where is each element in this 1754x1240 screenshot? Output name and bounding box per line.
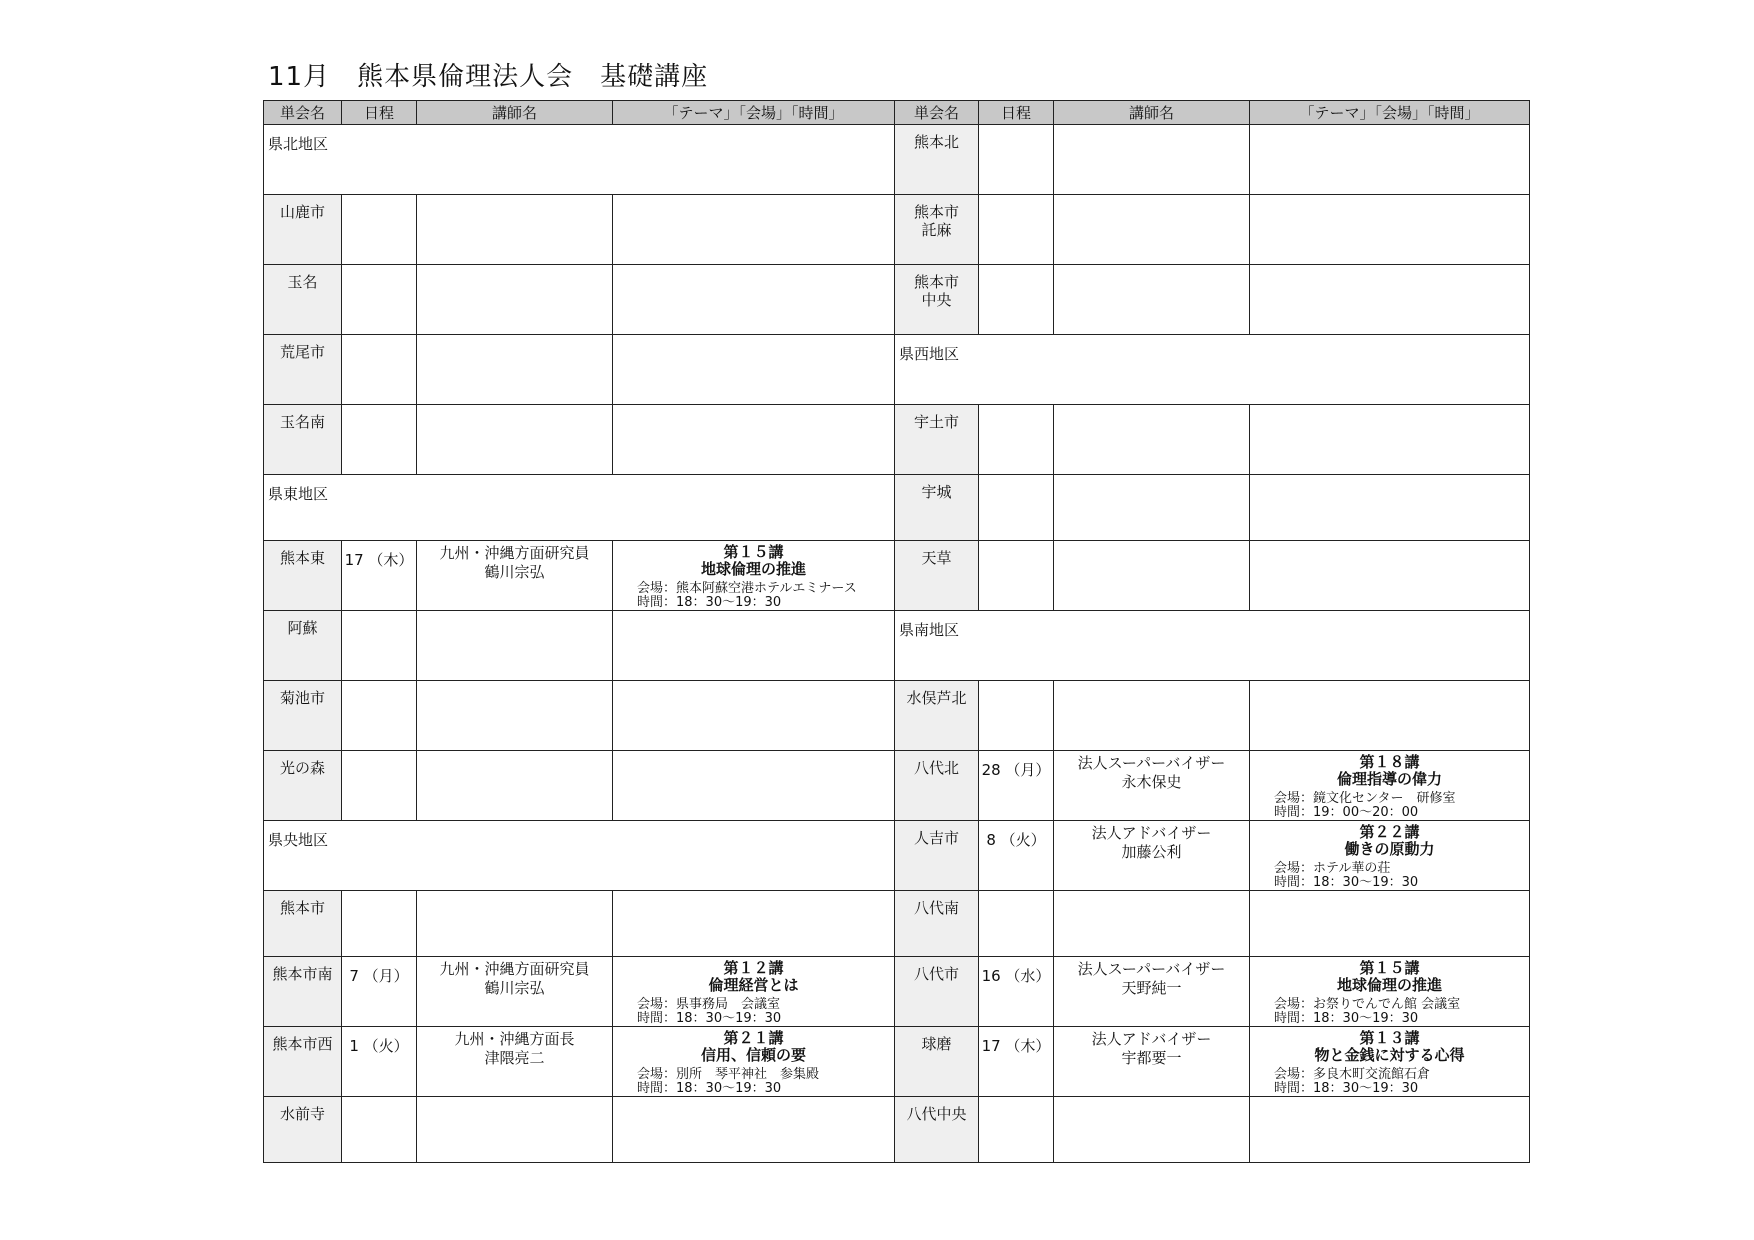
time: 時間：18：30〜19：30 bbox=[637, 1081, 782, 1096]
venue: 会場：お祭りでんでん館 会議室 bbox=[1274, 997, 1461, 1012]
theme-cell bbox=[613, 541, 895, 611]
lecture-title: 倫理経営とは bbox=[708, 976, 799, 994]
lecturer-title: 九州・沖縄方面研究員 bbox=[439, 960, 590, 978]
venue: 会場：熊本阿蘇空港ホテルエミナース bbox=[637, 581, 857, 596]
lecture-number: 第１８講 bbox=[1359, 753, 1420, 771]
branch-name: 玉名南 bbox=[264, 405, 342, 475]
theme-cell bbox=[1250, 1027, 1530, 1097]
branch-name: 水俣芦北 bbox=[895, 681, 979, 751]
lecture-title: 地球倫理の推進 bbox=[700, 560, 806, 578]
venue: 会場：別所 琴平神社 参集殿 bbox=[637, 1067, 820, 1082]
schedule-date: 28 （月） bbox=[979, 751, 1054, 821]
area-header: 県央地区 bbox=[264, 821, 895, 891]
theme-cell bbox=[1250, 821, 1530, 891]
lecturer-title: 法人スーパーバイザー bbox=[1077, 960, 1226, 978]
lecturer-name: 宇都要一 bbox=[1121, 1049, 1182, 1067]
table-row bbox=[264, 335, 1530, 405]
area-header: 県西地区 bbox=[895, 335, 1530, 405]
schedule-date: 8 （火） bbox=[979, 821, 1054, 891]
venue: 会場：多良木町交流館石倉 bbox=[1274, 1067, 1431, 1082]
time: 時間：18：30〜19：30 bbox=[1274, 1081, 1419, 1096]
branch-name: 八代市 bbox=[895, 957, 979, 1027]
branch-name: 八代中央 bbox=[895, 1097, 979, 1163]
time: 時間：18：30〜19：30 bbox=[637, 595, 782, 610]
branch-name-line: 託麻 bbox=[921, 221, 952, 239]
lecture-number: 第１２講 bbox=[723, 959, 784, 977]
col-header-lecturer: 講師名 bbox=[417, 101, 613, 125]
lecture-number: 第１５講 bbox=[1359, 959, 1420, 977]
lecturer-title: 法人スーパーバイザー bbox=[1077, 754, 1226, 772]
time: 時間：19：00〜20：00 bbox=[1274, 805, 1419, 820]
schedule-date: 17 （木） bbox=[342, 541, 417, 611]
branch-name-line: 中央 bbox=[921, 291, 952, 309]
lecturer-title: 九州・沖縄方面長 bbox=[454, 1030, 575, 1048]
branch-name: 山鹿市 bbox=[264, 195, 342, 265]
col-header-date: 日程 bbox=[979, 101, 1054, 125]
schedule-table bbox=[263, 100, 1530, 1163]
lecturer-name: 加藤公利 bbox=[1121, 843, 1182, 861]
lecturer-name: 永木保史 bbox=[1121, 773, 1182, 791]
col-header-name: 単会名 bbox=[264, 101, 342, 125]
branch-name: 玉名 bbox=[264, 265, 342, 335]
lecturer-cell bbox=[1054, 1027, 1250, 1097]
lecture-title: 倫理指導の偉力 bbox=[1336, 770, 1442, 788]
table-row bbox=[264, 957, 1530, 1027]
table-row bbox=[264, 681, 1530, 751]
lecture-title: 働きの原動力 bbox=[1344, 840, 1435, 858]
lecture-number: 第２２講 bbox=[1359, 823, 1420, 841]
header-row bbox=[264, 101, 1530, 125]
branch-name: 熊本市 bbox=[264, 891, 342, 957]
lecturer-cell bbox=[1054, 751, 1250, 821]
theme-cell bbox=[613, 957, 895, 1027]
table-row bbox=[264, 265, 1530, 335]
branch-name-line: 熊本市 bbox=[913, 203, 959, 221]
table-row bbox=[264, 1027, 1530, 1097]
time: 時間：18：30〜19：30 bbox=[637, 1011, 782, 1026]
lecture-title: 信用、信頼の要 bbox=[700, 1046, 806, 1064]
lecturer-name: 鶴川宗弘 bbox=[484, 979, 545, 997]
area-header: 県東地区 bbox=[264, 475, 895, 541]
table-row bbox=[264, 475, 1530, 541]
table-row bbox=[264, 611, 1530, 681]
branch-name: 熊本市南 bbox=[264, 957, 342, 1027]
branch-name: 熊本北 bbox=[895, 125, 979, 195]
time: 時間：18：30〜19：30 bbox=[1274, 875, 1419, 890]
col-header-lecturer: 講師名 bbox=[1054, 101, 1250, 125]
theme-cell bbox=[1250, 957, 1530, 1027]
branch-name: 天草 bbox=[895, 541, 979, 611]
theme-cell bbox=[613, 1027, 895, 1097]
branch-name: 八代北 bbox=[895, 751, 979, 821]
page-title: 11月 熊本県倫理法人会 基礎講座 bbox=[268, 62, 709, 92]
branch-name: 熊本東 bbox=[264, 541, 342, 611]
area-header: 県南地区 bbox=[895, 611, 1530, 681]
branch-name: 阿蘇 bbox=[264, 611, 342, 681]
branch-name: 光の森 bbox=[264, 751, 342, 821]
area-header: 県北地区 bbox=[264, 125, 895, 195]
table-row bbox=[264, 821, 1530, 891]
col-header-theme: 「テーマ」「会場」「時間」 bbox=[613, 101, 895, 125]
venue: 会場：県事務局 会議室 bbox=[637, 997, 781, 1012]
branch-name: 荒尾市 bbox=[264, 335, 342, 405]
schedule-date: 7 （月） bbox=[342, 957, 417, 1027]
lecturer-name: 天野純一 bbox=[1121, 979, 1182, 997]
lecture-number: 第１５講 bbox=[723, 543, 784, 561]
branch-name: 熊本市西 bbox=[264, 1027, 342, 1097]
branch-name bbox=[895, 195, 979, 265]
lecture-title: 物と金銭に対する心得 bbox=[1314, 1046, 1465, 1064]
lecturer-title: 法人アドバイザー bbox=[1091, 824, 1212, 842]
col-header-theme: 「テーマ」「会場」「時間」 bbox=[1250, 101, 1530, 125]
lecturer-cell bbox=[1054, 821, 1250, 891]
branch-name: 球磨 bbox=[895, 1027, 979, 1097]
lecture-number: 第１３講 bbox=[1359, 1029, 1420, 1047]
lecturer-name: 津隈亮二 bbox=[484, 1049, 545, 1067]
lecturer-name: 鶴川宗弘 bbox=[484, 563, 545, 581]
schedule-date: 16 （水） bbox=[979, 957, 1054, 1027]
table-row bbox=[264, 891, 1530, 957]
table-row bbox=[264, 125, 1530, 195]
col-header-date: 日程 bbox=[342, 101, 417, 125]
schedule-date: 17 （木） bbox=[979, 1027, 1054, 1097]
lecture-number: 第２１講 bbox=[723, 1029, 784, 1047]
table-row bbox=[264, 1097, 1530, 1163]
branch-name: 人吉市 bbox=[895, 821, 979, 891]
lecture-title: 地球倫理の推進 bbox=[1336, 976, 1442, 994]
schedule-date: 1 （火） bbox=[342, 1027, 417, 1097]
table-row bbox=[264, 195, 1530, 265]
branch-name: 宇城 bbox=[895, 475, 979, 541]
venue: 会場：ホテル華の荘 bbox=[1274, 861, 1391, 876]
lecturer-cell bbox=[417, 541, 613, 611]
table-row bbox=[264, 751, 1530, 821]
lecturer-title: 法人アドバイザー bbox=[1091, 1030, 1212, 1048]
theme-cell bbox=[1250, 751, 1530, 821]
table-row bbox=[264, 405, 1530, 475]
branch-name: 八代南 bbox=[895, 891, 979, 957]
time: 時間：18：30〜19：30 bbox=[1274, 1011, 1419, 1026]
branch-name-line: 熊本市 bbox=[913, 273, 959, 291]
branch-name: 水前寺 bbox=[264, 1097, 342, 1163]
branch-name: 菊池市 bbox=[264, 681, 342, 751]
lecturer-title: 九州・沖縄方面研究員 bbox=[439, 544, 590, 562]
branch-name: 宇土市 bbox=[895, 405, 979, 475]
lecturer-cell bbox=[417, 957, 613, 1027]
lecturer-cell bbox=[1054, 957, 1250, 1027]
lecturer-cell bbox=[417, 1027, 613, 1097]
col-header-name: 単会名 bbox=[895, 101, 979, 125]
venue: 会場：鏡文化センター 研修室 bbox=[1274, 791, 1456, 806]
table-row bbox=[264, 541, 1530, 611]
branch-name bbox=[895, 265, 979, 335]
